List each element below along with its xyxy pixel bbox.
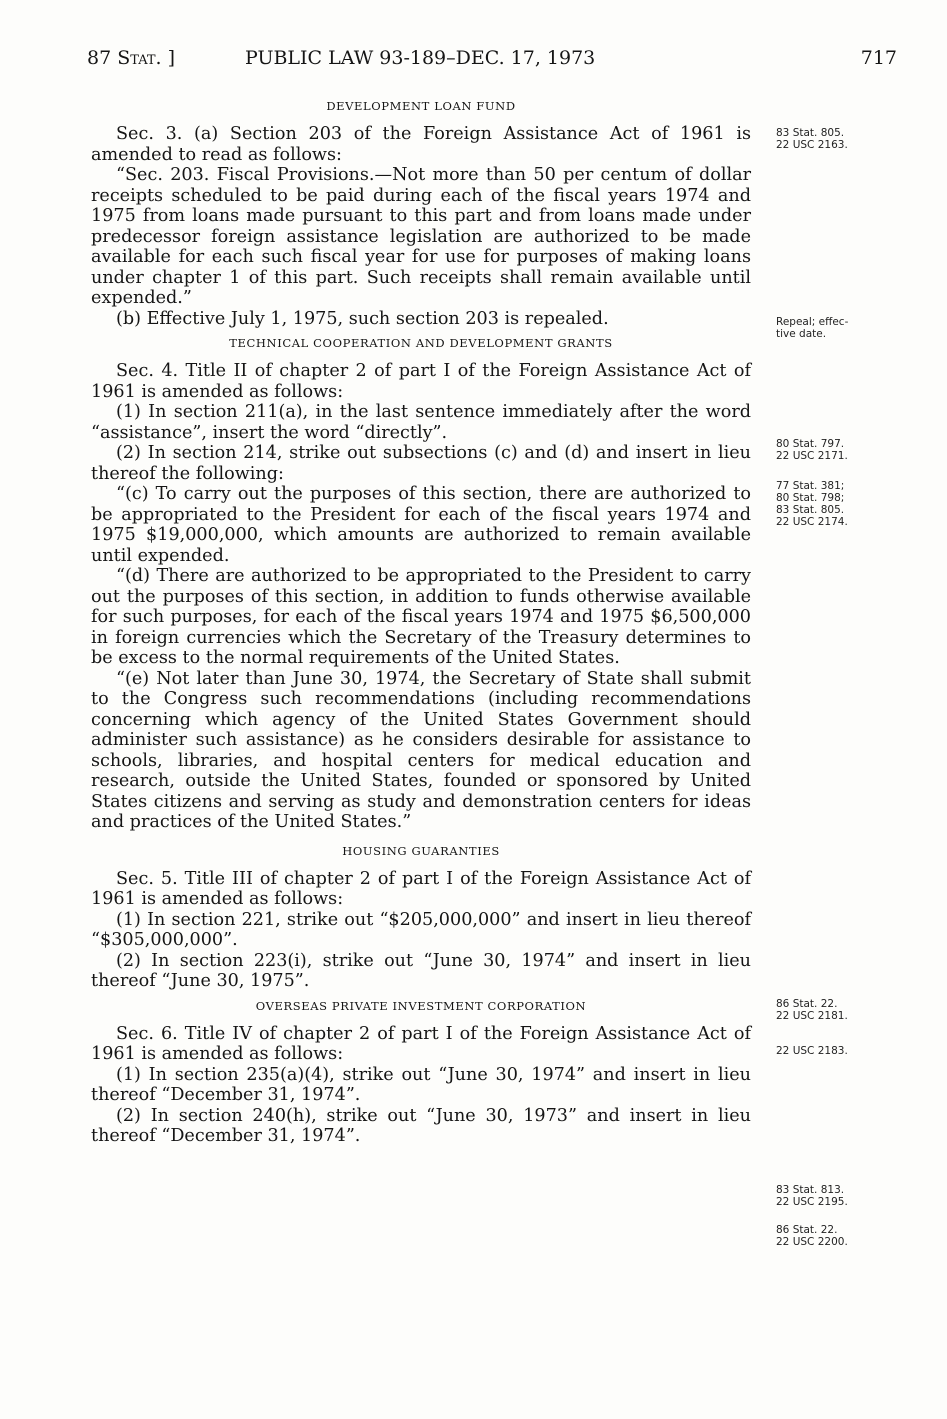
paragraph: (b) Effective July 1, 1975, such section 203 is repealed. [116,308,609,329]
paragraph: Sec. 5. Title III of chapter 2 of part I of the Foreign Assistance Act of 1961 is amended as follows: [91,868,751,909]
margin-note: 86 Stat. 22. 22 USC 2200. [776,1224,848,1248]
paragraph: “(c) To carry out the purposes of this section, there are authorized to be appropriated to the President for each of the fiscal years 1974 and 1975 $19,000,000, which amounts are authorized to remain available until expended. [91,484,751,566]
paragraph: (1) In section 235(a)(4), strike out “June 30, 1974” and insert in lieu thereof “December 31, 1974”. [91,1064,751,1105]
section-heading-opic: OVERSEAS PRIVATE INVESTMENT CORPORATION [255,998,587,1013]
paragraph: “Sec. 203. Fiscal Provisions.—Not more than 50 per centum of dollar receipts scheduled to be paid during each of the fiscal years 1974 and 1975 from loans made pursuant to this part and from loans made under predecessor foreign assistance legislation are authorized to be made available for each such fiscal year for use for purposes of making loans under chapter 1 of this part. Such receipts shall remain available until expended.” [91,165,751,308]
section-heading-technical-cooperation: TECHNICAL COOPERATION AND DEVELOPMENT GRANTS [229,336,613,350]
page-number: 717 [860,47,897,69]
margin-note: Repeal; effec- tive date. [776,316,849,340]
paragraph: (2) In section 240(h), strike out “June 30, 1973” and insert in lieu thereof “December 31, 1974”. [91,1105,751,1146]
paragraph: (2) In section 223(i), strike out “June 30, 1974” and insert in lieu thereof “June 30, 1975”. [91,950,751,991]
margin-note: 86 Stat. 22. 22 USC 2181. [776,998,848,1022]
paragraph: Sec. 3. (a) Section 203 of the Foreign Assistance Act of 1961 is amended to read as follows: [91,124,751,165]
paragraph: “(d) There are authorized to be appropriated to the President to carry out the purposes of this section, in addition to funds otherwise available for such purposes, for each of the fiscal years 1974 and 1975 $6,500,000 in foreign currencies which the Secretary of the Treasury determines to be excess to the normal requirements of the United States. [91,566,751,668]
margin-note: 83 Stat. 813. 22 USC 2195. [776,1184,848,1208]
margin-note: 83 Stat. 805. 22 USC 2163. [776,127,848,151]
section-heading-housing-guaranties: HOUSING GUARANTIES [342,843,500,858]
paragraph: (1) In section 221, strike out “$205,000,000” and insert in lieu thereof “$305,000,000”. [91,909,751,950]
section-heading-development-loan-fund: DEVELOPMENT LOAN FUND [326,99,516,113]
margin-note: 77 Stat. 381; 80 Stat. 798; 83 Stat. 805. 22 USC 2174. [776,480,848,528]
margin-note: 80 Stat. 797. 22 USC 2171. [776,438,848,462]
paragraph: Sec. 6. Title IV of chapter 2 of part I of the Foreign Assistance Act of 1961 is amended as follows: [91,1023,751,1064]
paragraph: (2) In section 214, strike out subsections (c) and (d) and insert in lieu thereof the following: [91,443,751,484]
margin-note: 22 USC 2183. [776,1045,848,1057]
paragraph: Sec. 4. Title II of chapter 2 of part I of the Foreign Assistance Act of 1961 is amended as follows: [91,361,751,402]
paragraph: (1) In section 211(a), in the last sentence immediately after the word “assistance”, insert the word “directly”. [91,402,751,443]
body-text [91,96,751,1147]
paragraph: “(e) Not later than June 30, 1974, the Secretary of State shall submit to the Congress such recommendations (including recommendations concerning which agency of the United States Government should administer such assistance) as he considers desirable for assistance to schools, libraries, and hospital centers for medical education and research, outside the United States, founded or sponsored by United States citizens and serving as study and demonstration centers for ideas and practices of the United States.” [91,668,751,832]
stat-label: 87 Stat. ] [87,47,176,69]
law-title: PUBLIC LAW 93-189–DEC. 17, 1973 [245,47,596,69]
running-header [87,47,897,77]
